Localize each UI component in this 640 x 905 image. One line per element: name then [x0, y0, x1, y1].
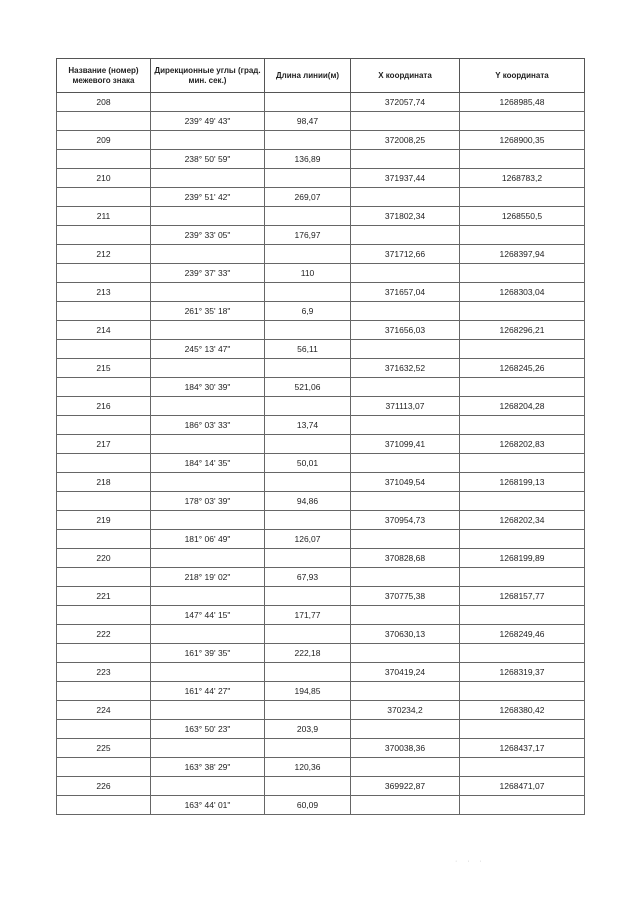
- empty-cell: [351, 378, 460, 397]
- line-length: 194,85: [265, 682, 351, 701]
- header-row: [57, 59, 585, 93]
- line-length: 136,89: [265, 150, 351, 169]
- direction-angle: 147° 44' 15": [151, 606, 265, 625]
- empty-cell: [57, 416, 151, 435]
- y-coordinate: 1268783,2: [460, 169, 585, 188]
- line-length: 222,18: [265, 644, 351, 663]
- empty-cell: [460, 796, 585, 815]
- point-name: 224: [57, 701, 151, 720]
- y-coordinate: 1268437,17: [460, 739, 585, 758]
- empty-cell: [351, 682, 460, 701]
- empty-cell: [460, 302, 585, 321]
- y-coordinate: 1268900,35: [460, 131, 585, 150]
- x-coordinate: 371712,66: [351, 245, 460, 264]
- x-coordinate: 372057,74: [351, 93, 460, 112]
- direction-angle: 184° 30' 39": [151, 378, 265, 397]
- segment-row: [57, 682, 585, 701]
- line-length: 203,9: [265, 720, 351, 739]
- y-coordinate: 1268550,5: [460, 207, 585, 226]
- direction-angle: 239° 37' 33": [151, 264, 265, 283]
- direction-angle: 239° 33' 05": [151, 226, 265, 245]
- x-coordinate: 370234,2: [351, 701, 460, 720]
- header-length: Длина линии(м): [265, 59, 351, 93]
- empty-cell: [57, 378, 151, 397]
- y-coordinate: 1268249,46: [460, 625, 585, 644]
- empty-cell: [351, 796, 460, 815]
- y-coordinate: 1268199,13: [460, 473, 585, 492]
- point-row: [57, 511, 585, 530]
- empty-cell: [265, 169, 351, 188]
- empty-cell: [265, 777, 351, 796]
- direction-angle: 238° 50' 59": [151, 150, 265, 169]
- table-body: [57, 93, 585, 815]
- empty-cell: [57, 682, 151, 701]
- empty-cell: [460, 568, 585, 587]
- point-row: [57, 473, 585, 492]
- line-length: 56,11: [265, 340, 351, 359]
- scan-marks: · · ·: [455, 858, 486, 865]
- point-name: 219: [57, 511, 151, 530]
- empty-cell: [57, 568, 151, 587]
- empty-cell: [460, 758, 585, 777]
- empty-cell: [151, 321, 265, 340]
- empty-cell: [57, 720, 151, 739]
- point-row: [57, 549, 585, 568]
- empty-cell: [460, 644, 585, 663]
- segment-row: [57, 302, 585, 321]
- empty-cell: [151, 473, 265, 492]
- empty-cell: [151, 131, 265, 150]
- point-row: [57, 701, 585, 720]
- segment-row: [57, 188, 585, 207]
- y-coordinate: 1268202,34: [460, 511, 585, 530]
- x-coordinate: 371632,52: [351, 359, 460, 378]
- empty-cell: [265, 359, 351, 378]
- direction-angle: 163° 44' 01": [151, 796, 265, 815]
- direction-angle: 184° 14' 35": [151, 454, 265, 473]
- point-name: 226: [57, 777, 151, 796]
- empty-cell: [57, 606, 151, 625]
- point-name: 217: [57, 435, 151, 454]
- empty-cell: [151, 549, 265, 568]
- point-name: 211: [57, 207, 151, 226]
- empty-cell: [460, 492, 585, 511]
- empty-cell: [57, 226, 151, 245]
- empty-cell: [57, 530, 151, 549]
- y-coordinate: 1268397,94: [460, 245, 585, 264]
- segment-row: [57, 568, 585, 587]
- segment-row: [57, 758, 585, 777]
- segment-row: [57, 530, 585, 549]
- empty-cell: [57, 340, 151, 359]
- point-row: [57, 777, 585, 796]
- empty-cell: [460, 112, 585, 131]
- segment-row: [57, 416, 585, 435]
- empty-cell: [460, 416, 585, 435]
- empty-cell: [351, 492, 460, 511]
- point-row: [57, 587, 585, 606]
- segment-row: [57, 796, 585, 815]
- direction-angle: 163° 38' 29": [151, 758, 265, 777]
- direction-angle: 181° 06' 49": [151, 530, 265, 549]
- header-name: Название (номер) межевого знака: [57, 59, 151, 93]
- empty-cell: [151, 435, 265, 454]
- empty-cell: [57, 188, 151, 207]
- direction-angle: 186° 03' 33": [151, 416, 265, 435]
- empty-cell: [151, 283, 265, 302]
- line-length: 110: [265, 264, 351, 283]
- point-name: 213: [57, 283, 151, 302]
- empty-cell: [351, 416, 460, 435]
- segment-row: [57, 378, 585, 397]
- empty-cell: [151, 777, 265, 796]
- empty-cell: [460, 188, 585, 207]
- empty-cell: [351, 226, 460, 245]
- empty-cell: [265, 549, 351, 568]
- empty-cell: [351, 758, 460, 777]
- point-row: [57, 359, 585, 378]
- x-coordinate: 372008,25: [351, 131, 460, 150]
- empty-cell: [265, 435, 351, 454]
- empty-cell: [351, 340, 460, 359]
- empty-cell: [151, 397, 265, 416]
- x-coordinate: 371802,34: [351, 207, 460, 226]
- point-name: 214: [57, 321, 151, 340]
- y-coordinate: 1268319,37: [460, 663, 585, 682]
- x-coordinate: 371099,41: [351, 435, 460, 454]
- line-length: 94,86: [265, 492, 351, 511]
- x-coordinate: 370775,38: [351, 587, 460, 606]
- point-name: 212: [57, 245, 151, 264]
- direction-angle: 245° 13' 47": [151, 340, 265, 359]
- empty-cell: [351, 454, 460, 473]
- empty-cell: [151, 93, 265, 112]
- empty-cell: [460, 606, 585, 625]
- x-coordinate: 371656,03: [351, 321, 460, 340]
- empty-cell: [151, 701, 265, 720]
- segment-row: [57, 264, 585, 283]
- empty-cell: [151, 359, 265, 378]
- empty-cell: [265, 625, 351, 644]
- y-coordinate: 1268296,21: [460, 321, 585, 340]
- x-coordinate: 371113,07: [351, 397, 460, 416]
- empty-cell: [460, 340, 585, 359]
- y-coordinate: 1268199,89: [460, 549, 585, 568]
- line-length: 67,93: [265, 568, 351, 587]
- empty-cell: [351, 264, 460, 283]
- point-row: [57, 663, 585, 682]
- point-row: [57, 321, 585, 340]
- empty-cell: [351, 720, 460, 739]
- point-name: 208: [57, 93, 151, 112]
- empty-cell: [151, 207, 265, 226]
- x-coordinate: 371657,04: [351, 283, 460, 302]
- segment-row: [57, 720, 585, 739]
- point-name: 220: [57, 549, 151, 568]
- point-row: [57, 435, 585, 454]
- y-coordinate: 1268204,28: [460, 397, 585, 416]
- empty-cell: [351, 302, 460, 321]
- empty-cell: [57, 796, 151, 815]
- point-name: 221: [57, 587, 151, 606]
- empty-cell: [151, 663, 265, 682]
- point-row: [57, 245, 585, 264]
- point-name: 215: [57, 359, 151, 378]
- point-name: 223: [57, 663, 151, 682]
- point-name: 218: [57, 473, 151, 492]
- empty-cell: [351, 530, 460, 549]
- empty-cell: [351, 188, 460, 207]
- point-name: 225: [57, 739, 151, 758]
- empty-cell: [265, 511, 351, 530]
- direction-angle: 161° 39' 35": [151, 644, 265, 663]
- empty-cell: [57, 302, 151, 321]
- empty-cell: [151, 625, 265, 644]
- x-coordinate: 371049,54: [351, 473, 460, 492]
- empty-cell: [57, 454, 151, 473]
- empty-cell: [460, 150, 585, 169]
- empty-cell: [265, 739, 351, 758]
- empty-cell: [460, 720, 585, 739]
- empty-cell: [265, 131, 351, 150]
- direction-angle: 178° 03' 39": [151, 492, 265, 511]
- line-length: 50,01: [265, 454, 351, 473]
- empty-cell: [460, 226, 585, 245]
- empty-cell: [57, 112, 151, 131]
- point-row: [57, 625, 585, 644]
- x-coordinate: 369922,87: [351, 777, 460, 796]
- line-length: 13,74: [265, 416, 351, 435]
- segment-row: [57, 606, 585, 625]
- direction-angle: 218° 19' 02": [151, 568, 265, 587]
- empty-cell: [265, 283, 351, 302]
- y-coordinate: 1268245,26: [460, 359, 585, 378]
- empty-cell: [151, 511, 265, 530]
- empty-cell: [460, 264, 585, 283]
- point-row: [57, 169, 585, 188]
- empty-cell: [151, 169, 265, 188]
- empty-cell: [151, 739, 265, 758]
- empty-cell: [265, 321, 351, 340]
- empty-cell: [265, 93, 351, 112]
- x-coordinate: 370954,73: [351, 511, 460, 530]
- point-row: [57, 397, 585, 416]
- empty-cell: [265, 245, 351, 264]
- x-coordinate: 370038,36: [351, 739, 460, 758]
- point-row: [57, 131, 585, 150]
- x-coordinate: 370828,68: [351, 549, 460, 568]
- segment-row: [57, 150, 585, 169]
- direction-angle: 261° 35' 18": [151, 302, 265, 321]
- empty-cell: [460, 682, 585, 701]
- line-length: 6,9: [265, 302, 351, 321]
- header-x: X координата: [351, 59, 460, 93]
- line-length: 521,06: [265, 378, 351, 397]
- empty-cell: [57, 150, 151, 169]
- empty-cell: [265, 473, 351, 492]
- empty-cell: [265, 587, 351, 606]
- point-row: [57, 283, 585, 302]
- empty-cell: [351, 644, 460, 663]
- empty-cell: [265, 701, 351, 720]
- point-row: [57, 739, 585, 758]
- empty-cell: [265, 207, 351, 226]
- y-coordinate: 1268303,04: [460, 283, 585, 302]
- point-row: [57, 207, 585, 226]
- empty-cell: [351, 568, 460, 587]
- empty-cell: [151, 587, 265, 606]
- header-angle: Дирекционные углы (град. мин. сек.): [151, 59, 265, 93]
- segment-row: [57, 454, 585, 473]
- line-length: 60,09: [265, 796, 351, 815]
- survey-table: [56, 58, 585, 815]
- empty-cell: [351, 606, 460, 625]
- empty-cell: [57, 758, 151, 777]
- x-coordinate: 371937,44: [351, 169, 460, 188]
- line-length: 126,07: [265, 530, 351, 549]
- line-length: 98,47: [265, 112, 351, 131]
- direction-angle: 161° 44' 27": [151, 682, 265, 701]
- segment-row: [57, 340, 585, 359]
- empty-cell: [265, 663, 351, 682]
- empty-cell: [57, 492, 151, 511]
- empty-cell: [265, 397, 351, 416]
- point-name: 210: [57, 169, 151, 188]
- line-length: 120,36: [265, 758, 351, 777]
- empty-cell: [460, 454, 585, 473]
- empty-cell: [351, 112, 460, 131]
- direction-angle: 239° 49' 43": [151, 112, 265, 131]
- line-length: 171,77: [265, 606, 351, 625]
- line-length: 269,07: [265, 188, 351, 207]
- segment-row: [57, 492, 585, 511]
- segment-row: [57, 226, 585, 245]
- point-name: 216: [57, 397, 151, 416]
- empty-cell: [151, 245, 265, 264]
- segment-row: [57, 112, 585, 131]
- line-length: 176,97: [265, 226, 351, 245]
- empty-cell: [57, 264, 151, 283]
- x-coordinate: 370419,24: [351, 663, 460, 682]
- direction-angle: 163° 50' 23": [151, 720, 265, 739]
- direction-angle: 239° 51' 42": [151, 188, 265, 207]
- point-name: 209: [57, 131, 151, 150]
- empty-cell: [460, 378, 585, 397]
- y-coordinate: 1268380,42: [460, 701, 585, 720]
- y-coordinate: 1268985,48: [460, 93, 585, 112]
- header-y: Y координата: [460, 59, 585, 93]
- point-row: [57, 93, 585, 112]
- segment-row: [57, 644, 585, 663]
- y-coordinate: 1268471,07: [460, 777, 585, 796]
- empty-cell: [57, 644, 151, 663]
- y-coordinate: 1268157,77: [460, 587, 585, 606]
- empty-cell: [351, 150, 460, 169]
- x-coordinate: 370630,13: [351, 625, 460, 644]
- empty-cell: [460, 530, 585, 549]
- y-coordinate: 1268202,83: [460, 435, 585, 454]
- point-name: 222: [57, 625, 151, 644]
